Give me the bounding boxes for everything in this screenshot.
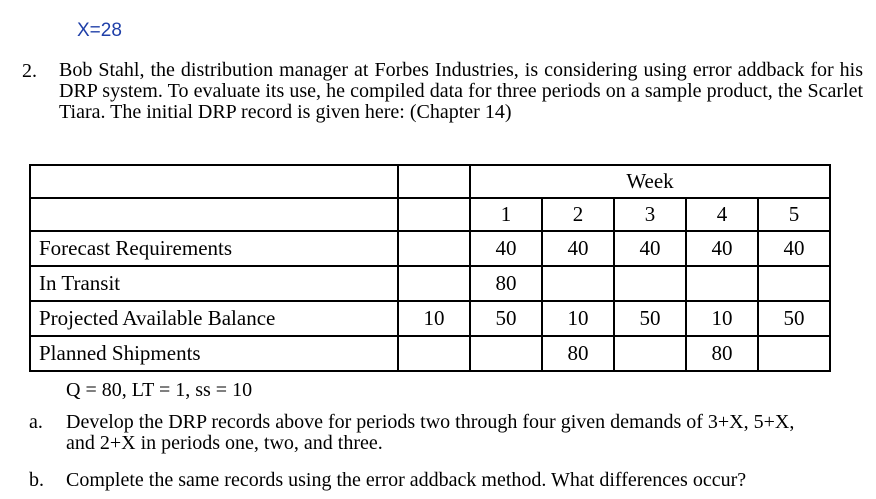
part-text-line: Develop the DRP records above for periods two through four given demands of 3+X, 5+X, — [66, 411, 795, 433]
part-letter: a. — [29, 411, 43, 433]
table-cell: 50 — [470, 301, 542, 336]
row-label: In Transit — [30, 266, 398, 301]
blank-cell — [30, 198, 398, 231]
table-cell — [686, 266, 758, 301]
table-row — [30, 231, 830, 266]
row-label: Forecast Requirements — [30, 231, 398, 266]
x-value-label: X=28 — [77, 20, 122, 41]
question-text: Bob Stahl, the distribution manager at Forbes Industries, is considering using error addback for his DRP system. To evaluate its use, he compiled data for three periods on a sample product, the Scarlet Tiara. The initial DRP record is given here: (Chapter 14) — [59, 59, 863, 123]
part-text-line: and 2+X in periods one, two, and three. — [66, 432, 383, 454]
table-cell: 10 — [686, 301, 758, 336]
table-cell: 50 — [758, 301, 830, 336]
part-text-line: Complete the same records using the error addback method. What differences occur? — [66, 469, 747, 491]
table-row — [30, 301, 830, 336]
week-number: 5 — [758, 198, 830, 231]
blank-cell — [398, 198, 470, 231]
initial-cell — [398, 266, 470, 301]
row-label: Planned Shipments — [30, 336, 398, 371]
table-row — [30, 336, 830, 371]
table-cell: 40 — [686, 231, 758, 266]
parameters-line: Q = 80, LT = 1, ss = 10 — [66, 379, 253, 401]
week-number: 2 — [542, 198, 614, 231]
row-label: Projected Available Balance — [30, 301, 398, 336]
table-cell — [542, 266, 614, 301]
table-cell — [614, 266, 686, 301]
week-number: 4 — [686, 198, 758, 231]
table-cell: 80 — [686, 336, 758, 371]
table-cell: 80 — [470, 266, 542, 301]
initial-cell — [398, 231, 470, 266]
table-cell — [758, 266, 830, 301]
table-cell — [758, 336, 830, 371]
blank-cell — [30, 165, 398, 198]
blank-cell — [398, 165, 470, 198]
table-cell: 40 — [470, 231, 542, 266]
part-letter: b. — [29, 469, 44, 491]
table-cell: 80 — [542, 336, 614, 371]
table-cell — [470, 336, 542, 371]
initial-cell: 10 — [398, 301, 470, 336]
table-row — [30, 266, 830, 301]
question-number: 2. — [22, 60, 37, 82]
table-cell: 50 — [614, 301, 686, 336]
week-header-row — [30, 165, 830, 198]
table-cell: 40 — [758, 231, 830, 266]
table-cell — [614, 336, 686, 371]
week-title: Week — [470, 165, 830, 198]
week-number-row — [30, 198, 830, 231]
table-cell: 40 — [542, 231, 614, 266]
week-number: 3 — [614, 198, 686, 231]
table-cell: 40 — [614, 231, 686, 266]
drp-record-table — [29, 164, 831, 372]
initial-cell — [398, 336, 470, 371]
table-cell: 10 — [542, 301, 614, 336]
week-number: 1 — [470, 198, 542, 231]
